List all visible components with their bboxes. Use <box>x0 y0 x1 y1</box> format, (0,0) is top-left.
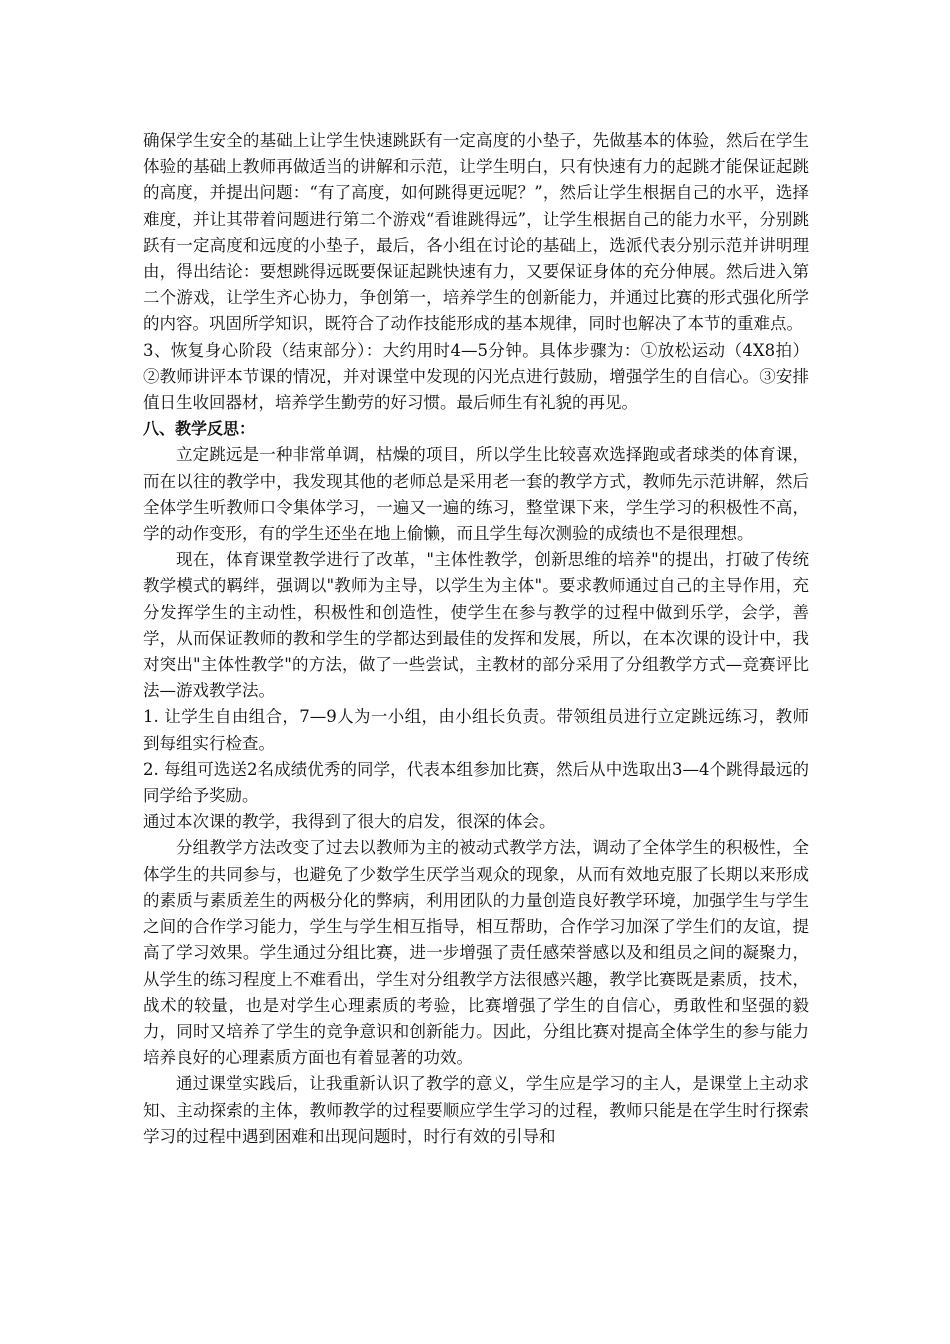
paragraph-recovery-stage: 3、恢复身心阶段（结束部分）：大约用时4—5分钟。具体步骤为：①放松运动（4X8拍）②教师讲评本节课的情况，并对课堂中发现的闪光点进行鼓励，增强学生的自信心。③安排值日生收回器材，培养学生勤劳的好习惯。最后师生有礼貌的再见。 <box>143 340 809 413</box>
paragraph-reflection-intro: 立定跳远是一种非常单调，枯燥的项目，所以学生比较喜欢选择跑或者球类的体育课，而在以往的教学中，我发现其他的老师总是采用老一套的教学方式，教师先示范讲解，然后全体学生听教师口令集体学习，一遍又一遍的练习，整堂课下来，学生学习的积极性不高，学的动作变形，有的学生还坐在地上偷懒，而且学生每次测验的成绩也不是很理想。 <box>143 445 809 544</box>
list-item-grouping: 1. 让学生自由组合，7—9人为一小组，由小组长负责。带领组员进行立定跳远练习，教师到每组实行检查。 <box>143 707 809 753</box>
paragraph-teaching-process: 确保学生安全的基础上让学生快速跳跃有一定高度的小垫子，先做基本的体验，然后在学生体验的基础上教师再做适当的讲解和示范，让学生明白，只有快速有力的起跳才能保证起跳的高度，并提出问题：“有了高度，如何跳得更远呢？”，然后让学生根据自己的水平，选择难度，并让其带着问题进行第二个游戏“看谁跳得远”，让学生根据自己的能力水平，分别跳跃有一定高度和远度的小垫子，最后，各小组在讨论的基础上，选派代表分别示范并讲明理由，得出结论：要想跳得远既要保证起跳快速有力，又要保证身体的充分伸展。然后进入第二个游戏，让学生齐心协力，争创第一，培养学生的创新能力，并通过比赛的形式强化所学的内容。巩固所学知识，既符合了动作技能形成的基本规律，同时也解决了本节的重难点。 <box>143 131 809 334</box>
paragraph-insight: 通过本次课的教学，我得到了很大的启发，很深的体会。 <box>143 812 556 832</box>
section-heading-reflection: 八、教学反思： <box>143 419 256 439</box>
document-body <box>143 128 809 1150</box>
paragraph-classroom-practice: 通过课堂实践后，让我重新认识了教学的意义，学生应是学习的主人，是课堂上主动求知、主动探索的主体，教师教学的过程要顺应学生学习的过程，教师只能是在学生时行探索学习的过程中遇到困难和出现问题时，时行有效的引导和 <box>143 1074 809 1146</box>
paragraph-group-method: 分组教学方法改变了过去以教师为主的被动式教学方法，调动了全体学生的积极性，全体学生的共同参与，也避免了少数学生厌学当观众的现象，从而有效地克服了长期以来形成的素质与素质差生的两极分化的弊病，利用团队的力量创造良好教学环境，加强学生与学生之间的合作学习能力，学生与学生相互指导，相互帮助，合作学习加深了学生们的友谊，提高了学习效果。学生通过分组比赛，进一步增强了责任感荣誉感以及和组员之间的凝聚力，从学生的练习程度上不难看出，学生对分组教学方法很感兴趣，教学比赛既是素质，技术，战术的较量，也是对学生心理素质的考验，比赛增强了学生的自信心，勇敢性和坚强的毅力，同时又培养了学生的竞争意识和创新能力。因此，分组比赛对提高全体学生的参与能力培养良好的心理素质方面也有着显著的功效。 <box>143 838 809 1068</box>
list-item-competition: 2. 每组可选送2名成绩优秀的同学，代表本组参加比赛，然后从中选取出3—4个跳得最远的同学给予奖励。 <box>143 759 809 806</box>
paragraph-reform: 现在，体育课堂教学进行了改革，"主体性教学，创新思维的培养"的提出，打破了传统教学模式的羁绊，强调以"教师为主导，以学生为主体"。要求教师通过自己的主导作用，充分发挥学生的主动性，积极性和创造性，使学生在参与教学的过程中做到乐学，会学，善学，从而保证教师的教和学生的学都达到最佳的发挥和发展，所以，在本次课的设计中，我对突出"主体性教学"的方法，做了一些尝试，主教材的部分采用了分组教学方式—竞赛评比法—游戏教学法。 <box>143 550 809 701</box>
